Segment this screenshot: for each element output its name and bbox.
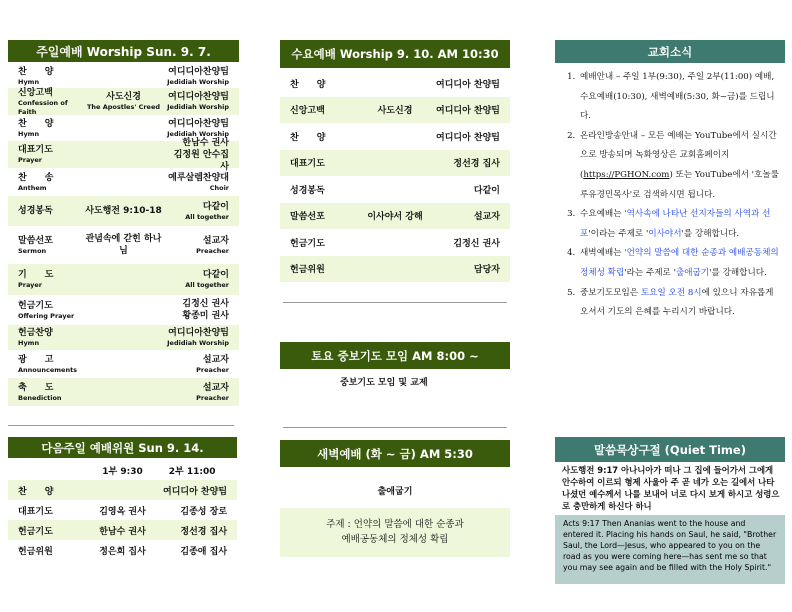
leader-secondary: Jedidiah Worship — [167, 77, 229, 86]
item-korean: 축 도 — [18, 382, 54, 393]
wednesday-row — [280, 97, 510, 124]
news-text: '이라는 주제로 ' — [588, 228, 649, 239]
leader-cell — [165, 298, 229, 322]
leader-cell: 여디디아 찬양팀 — [436, 79, 500, 90]
item-korean: 말씀선포 — [18, 235, 53, 246]
leader-secondary: All together — [185, 281, 229, 289]
leader-korean: 설교자 — [202, 235, 229, 246]
leader-korean: 예루살렘찬양대 — [168, 172, 229, 183]
item-korean: 찬 양 — [18, 118, 54, 129]
item-english: Prayer — [18, 156, 43, 164]
news-text: 예배안내 – 주일 1부(9:30), 주일 2부(11:00) 예배, 수요예배(10:30), 새벽예배(5:30, 화~금)를 드립니다. — [580, 72, 775, 122]
item-korean: 기 도 — [18, 270, 54, 280]
detail-cell — [82, 233, 165, 257]
leader-secondary: 김정원 안수집사 — [173, 149, 229, 172]
next-week-row — [8, 480, 237, 500]
news-text: 새벽예배는 — [580, 248, 625, 259]
news-text: 에 있으니 자유롭게 오셔서 기도의 은혜를 누리시기 바랍니다. — [580, 287, 774, 318]
sunday-row — [8, 226, 239, 264]
sunday-order-table — [8, 64, 239, 408]
item-english: Hymn — [18, 77, 40, 86]
news-text: ) 또는 YouTube에서 '호놀룰루유경민목사'로 검색하시면 됩니다. — [580, 169, 779, 200]
item-korean: 성경봉독 — [18, 206, 53, 216]
leader-cell — [165, 91, 229, 112]
item-english: Anthem — [18, 183, 47, 192]
leader-secondary: Jedidiah Worship — [167, 103, 229, 111]
leader-korean: 설교자 — [202, 354, 229, 365]
item-korean: 찬 양 — [18, 66, 54, 77]
news-item — [578, 68, 782, 127]
detail-cell: 이사야서 강해 — [367, 212, 423, 223]
leader-korean: 다같이 — [202, 201, 229, 212]
first-service-cell: 정은희 집사 — [99, 546, 146, 557]
item-cell — [18, 300, 82, 321]
news-item — [578, 244, 782, 283]
dawn-theme-line2: 예배공동체의 정체성 확립 — [341, 534, 449, 545]
leader-cell — [165, 172, 229, 193]
item-korean: 대표기도 — [18, 145, 53, 155]
wednesday-row — [280, 229, 510, 256]
wednesday-row — [280, 203, 510, 230]
leader-cell — [165, 118, 229, 139]
item-cell — [18, 327, 82, 348]
news-text: 온라인방송안내 – 모든 예배는 YouTube에서 실시간으로 방송되며 녹화영상은 교회홈페이지( — [580, 130, 777, 180]
next-week-col-headers — [8, 460, 237, 480]
sunday-row — [8, 350, 239, 378]
leader-korean: 다같이 — [202, 270, 229, 280]
second-service-cell: 정선경 집사 — [180, 526, 228, 537]
wednesday-header: 수요예배 Worship 9. 10. AM 10:30 — [280, 40, 510, 68]
item-cell — [18, 172, 82, 193]
news-header: 교회소식 — [555, 40, 785, 63]
news-text: 수요예배는 — [580, 209, 625, 220]
item-cell: 신앙고백 — [290, 106, 325, 117]
leader-cell — [165, 354, 229, 375]
leader-secondary: All together — [185, 212, 229, 221]
divider — [8, 425, 234, 426]
first-service-cell: 김영옥 권사 — [99, 506, 146, 517]
leader-secondary: Jedidiah Worship — [167, 339, 229, 347]
item-korean: 찬 송 — [18, 172, 54, 183]
quiet-time-english: Acts 9:17 Then Ananias went to the house and entered it. Placing his hands on Saul, he said, "Brother Saul, the Lord—Jesus, who appeared to you on the road as you were coming here—has sent me so that you may see again and be filled with the Holy Spirit." — [555, 515, 785, 584]
detail-korean: 사도신경 — [106, 92, 141, 102]
item-cell — [18, 66, 82, 87]
news-text: 중보기도모임은 — [580, 287, 641, 298]
leader-cell — [165, 327, 229, 348]
saturday-text: 중보기도 모임 및 교제 — [340, 378, 428, 388]
news-text: '를 강해합니다. — [709, 267, 767, 278]
leader-cell — [165, 382, 229, 403]
news-text: '라는 주제로 ' — [624, 267, 676, 278]
quiet-time-korean: 사도행전 9:17 아나니아가 떠나 그 집에 들어가서 그에게 안수하여 이르되 형제 사울아 주 곧 네가 오는 길에서 나타나셨던 예수께서 나를 보내어 너로 다시 보게 하시고 성령으로 충만하게 하신다 하니 — [562, 465, 780, 511]
role-cell: 찬 양 — [18, 486, 54, 497]
divider — [283, 302, 507, 303]
col-1st-service: 1부 9:30 — [102, 466, 143, 477]
item-cell — [18, 144, 82, 165]
saturday-header: 토요 중보기도 모임 AM 8:00 ~ — [280, 342, 510, 369]
item-cell: 대표기도 — [290, 159, 325, 170]
item-english: Sermon — [18, 246, 47, 255]
sunday-row — [8, 88, 239, 115]
second-service-cell: 여디디아 찬양팀 — [163, 486, 228, 497]
next-week-header: 다음주일 예배위원 Sun 9. 14. — [8, 437, 237, 458]
news-text: '를 강해합니다. — [681, 228, 740, 239]
leader-korean: 여디디아찬양팀 — [168, 118, 229, 129]
leader-korean: 김정신 권사 — [182, 299, 229, 309]
leader-korean: 설교자 — [202, 382, 229, 393]
wednesday-row — [280, 123, 510, 150]
divider — [283, 427, 507, 428]
leader-cell: 여디디아 찬양팀 — [436, 106, 500, 117]
leader-cell: 김정신 권사 — [453, 238, 500, 249]
sunday-row — [8, 168, 239, 196]
item-korean: 광 고 — [18, 354, 54, 365]
news-text: 토요일 오전 8시 — [640, 287, 702, 298]
detail-korean: 관념속에 갇힌 하나님 — [85, 234, 162, 256]
leader-secondary: Jedidiah Worship — [167, 129, 229, 138]
leader-korean: 여디디아찬양팀 — [168, 328, 229, 338]
sunday-row — [8, 295, 239, 325]
wednesday-order-table — [280, 70, 510, 282]
news-text: 이사야서 — [648, 228, 682, 239]
item-english: Confession of Faith — [18, 98, 68, 116]
item-cell: 헌금기도 — [290, 238, 325, 249]
item-cell — [18, 354, 82, 375]
dawn-theme-line1: 주제 : 언약의 말씀에 대한 순종과 — [326, 519, 464, 530]
leader-cell: 설교자 — [473, 212, 500, 223]
sunday-header: 주일예배 Worship Sun. 9. 7. — [8, 40, 239, 62]
leader-cell: 다같이 — [473, 185, 500, 196]
sunday-row — [8, 378, 239, 406]
item-cell: 찬 양 — [290, 79, 326, 90]
news-list — [560, 68, 782, 323]
leader-secondary: Preacher — [196, 246, 229, 255]
item-cell: 헌금위원 — [290, 265, 325, 276]
news-text: '언약의 말씀에 대한 순종과 예배공동체의 정체성 확립 — [580, 248, 779, 278]
leader-secondary: 황종미 권사 — [182, 311, 229, 321]
item-cell — [18, 118, 82, 139]
leader-cell — [165, 66, 229, 87]
item-cell — [18, 87, 82, 117]
leader-cell: 정선경 집사 — [453, 159, 500, 170]
second-service-cell: 김종성 장로 — [180, 506, 228, 517]
leader-cell: 여디디아 찬양팀 — [436, 132, 500, 143]
wednesday-row — [280, 150, 510, 177]
detail-english: The Apostles' Creed — [86, 103, 161, 111]
sunday-row — [8, 137, 239, 172]
news-text: '역사속에 나타난 선지자들의 사역과 선포 — [580, 209, 771, 239]
role-cell: 헌금위원 — [18, 546, 53, 557]
item-english: Announcements — [18, 365, 78, 374]
item-english: Hymn — [18, 339, 40, 347]
leader-cell — [165, 269, 229, 290]
news-item — [578, 284, 782, 323]
item-english: Benediction — [18, 393, 62, 402]
col-2nd-service: 2부 11:00 — [168, 466, 216, 477]
second-service-cell: 김종애 집사 — [180, 546, 228, 557]
item-english: Prayer — [18, 281, 43, 289]
next-week-row — [8, 520, 237, 540]
wednesday-row — [280, 70, 510, 97]
sunday-row — [8, 264, 239, 295]
dawn-text: 출애굽기 — [377, 487, 413, 497]
homepage-link[interactable]: https://PGHON.com — [583, 169, 670, 180]
leader-cell — [165, 201, 229, 222]
leader-secondary: Preacher — [196, 365, 229, 374]
leader-secondary: Choir — [209, 183, 229, 192]
news-item — [578, 205, 782, 244]
dawn-header: 새벽예배 (화 ~ 금) AM 5:30 — [280, 440, 510, 467]
item-korean: 헌금찬양 — [18, 328, 53, 338]
detail-cell — [82, 205, 165, 217]
leader-secondary: Preacher — [196, 393, 229, 402]
detail-korean: 사도행전 9:10-18 — [85, 206, 162, 216]
wednesday-row — [280, 256, 510, 283]
next-week-table — [8, 460, 237, 560]
next-week-row — [8, 540, 237, 560]
item-cell — [18, 205, 82, 217]
news-item — [578, 127, 782, 205]
item-english: Hymn — [18, 129, 40, 138]
role-cell: 대표기도 — [18, 506, 53, 517]
leader-korean: 한남수 권사 — [182, 137, 229, 148]
item-cell — [18, 269, 82, 290]
quiet-time-header: 말씀묵상구절 (Quiet Time) — [555, 437, 785, 462]
leader-korean: 여디디아찬양팀 — [168, 92, 229, 102]
first-service-cell: 한남수 권사 — [99, 526, 146, 537]
next-week-row — [8, 500, 237, 520]
item-korean: 헌금기도 — [18, 300, 53, 311]
leader-korean: 여디디아찬양팀 — [168, 66, 229, 77]
leader-cell — [165, 235, 229, 256]
wednesday-row — [280, 176, 510, 203]
detail-cell — [82, 91, 165, 112]
item-english: Offering Prayer — [18, 311, 75, 320]
news-text: 출애굽기 — [675, 267, 710, 278]
leader-cell: 담당자 — [473, 265, 500, 276]
dawn-theme-box — [280, 508, 510, 557]
item-cell — [18, 235, 82, 256]
item-cell — [18, 382, 82, 403]
item-cell: 말씀선포 — [290, 212, 325, 223]
sunday-row — [8, 64, 239, 88]
item-korean: 신앙고백 — [18, 87, 53, 98]
sunday-row — [8, 196, 239, 226]
item-cell: 찬 양 — [290, 132, 326, 143]
item-cell: 성경봉독 — [290, 185, 325, 196]
sunday-row — [8, 325, 239, 350]
detail-cell: 사도신경 — [377, 106, 413, 117]
role-cell: 헌금기도 — [18, 526, 53, 537]
